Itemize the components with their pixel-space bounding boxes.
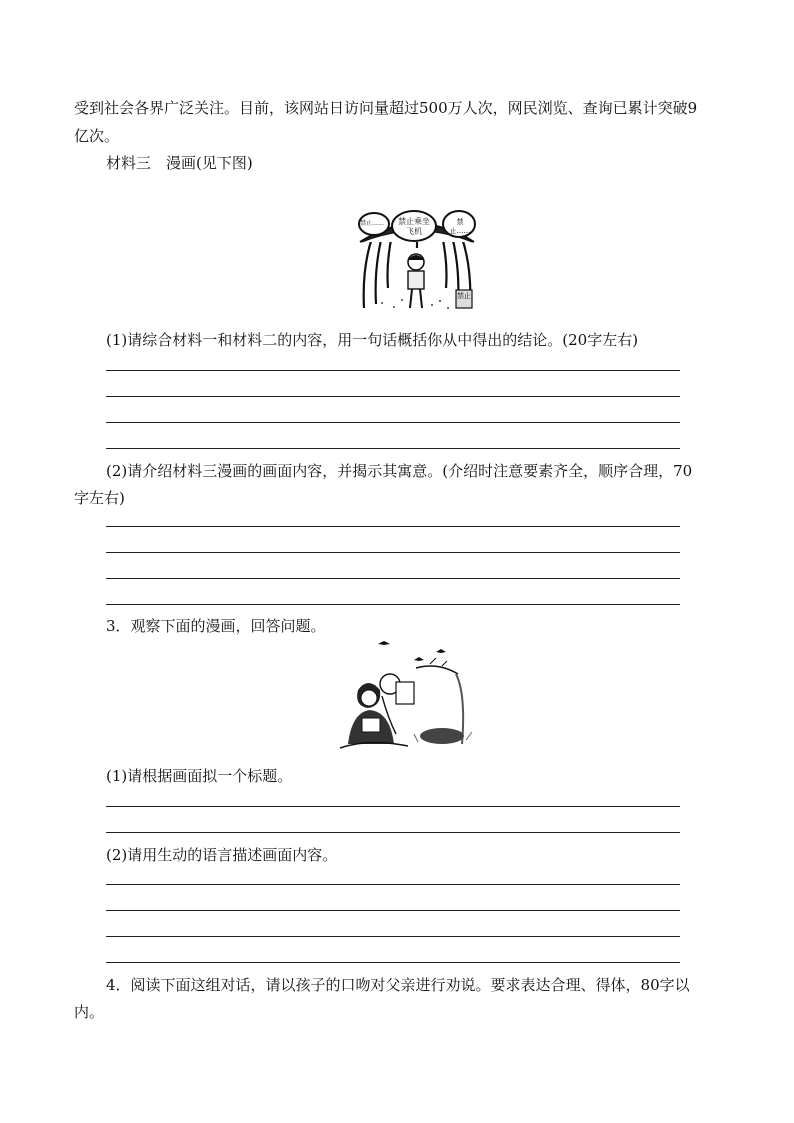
q3-heading: 3．观察下面的漫画，回答问题。 — [106, 617, 326, 635]
children-reading-cartoon — [338, 634, 478, 754]
intro-line-2: 亿次。 — [74, 127, 120, 145]
answer-line — [106, 604, 680, 605]
umbrella-text-left: 禁止…… — [360, 220, 385, 227]
answer-line — [106, 526, 680, 527]
q3-part1-prompt: (1)请根据画面拟一个标题。 — [106, 767, 293, 785]
umbrella-cartoon — [352, 208, 482, 316]
q4-prompt-line1: 4．阅读下面这组对话，请以孩子的口吻对父亲进行劝说。要求表达合理、得体，80字以 — [106, 976, 690, 994]
q3-part2-prompt: (2)请用生动的语言描述画面内容。 — [106, 846, 338, 864]
answer-line — [106, 370, 680, 371]
answer-line — [106, 578, 680, 579]
answer-line — [106, 552, 680, 553]
answer-line — [106, 936, 680, 937]
material3-heading: 材料三 漫画(见下图) — [106, 154, 253, 172]
q2-part2-prompt-line2: 字左右) — [74, 489, 125, 507]
intro-line-1: 受到社会各界广泛关注。目前，该网站日访问量超过500万人次，网民浏览、查询已累计突破9 — [74, 99, 698, 117]
answer-line — [106, 448, 680, 449]
answer-line — [106, 396, 680, 397]
umbrella-text-right: 禁止…… — [449, 218, 471, 235]
answer-line — [106, 962, 680, 963]
answer-line — [106, 806, 680, 807]
answer-line — [106, 832, 680, 833]
q2-part1-prompt: (1)请综合材料一和材料二的内容，用一句话概括你从中得出的结论。(20字左右) — [106, 331, 639, 349]
answer-line — [106, 422, 680, 423]
q2-part2-prompt-line1: (2)请介绍材料三漫画的画面内容，并揭示其寓意。(介绍时注意要素齐全，顺序合理，70 — [106, 462, 693, 480]
children-reading-illustration — [338, 634, 478, 754]
q4-prompt-line2: 内。 — [74, 1003, 105, 1021]
answer-line — [106, 884, 680, 885]
sign-text: 禁止 — [457, 292, 471, 300]
answer-line — [106, 910, 680, 911]
umbrella-text-center: 禁止乘坐飞机 — [398, 217, 430, 236]
